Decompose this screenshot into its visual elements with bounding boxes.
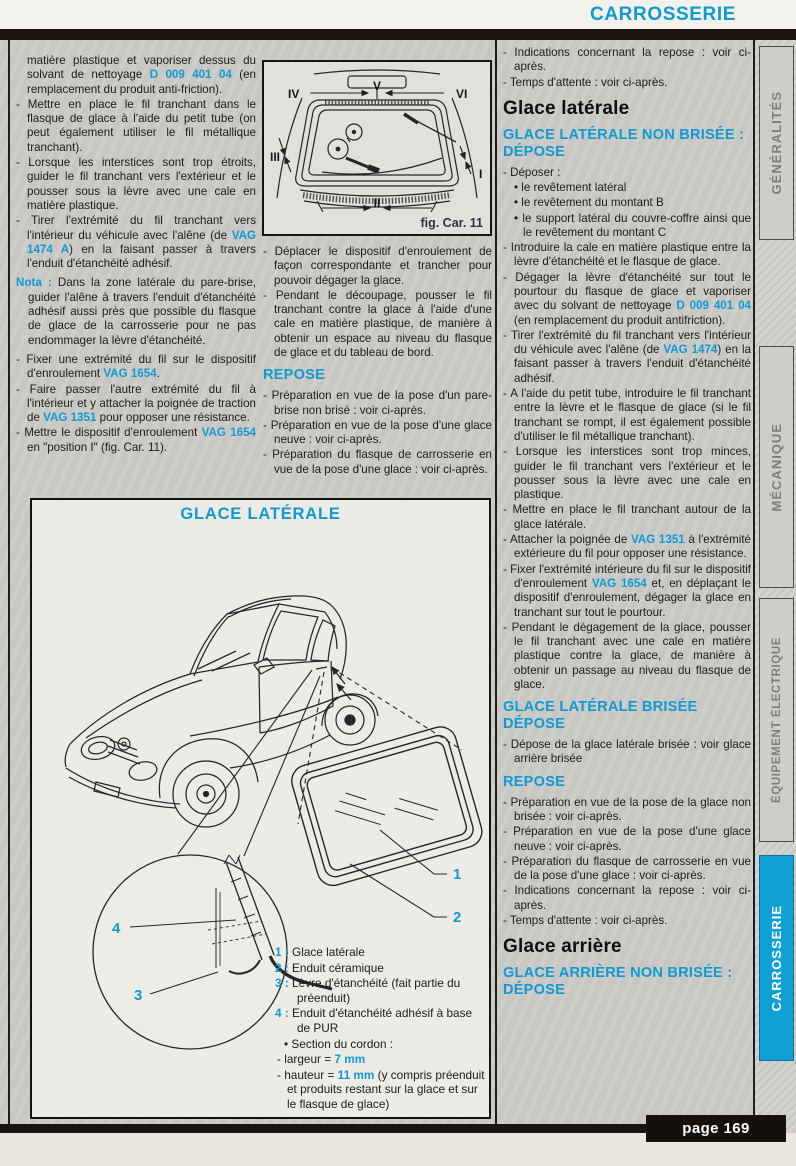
bullet-marker: - [503,503,513,517]
tab-generalites: GÉNÉRALITÉS [759,46,794,240]
column-middle [263,245,492,478]
paragraph: - Mettre en place le fil tranchant autour de la glace latérale. [503,503,751,531]
door-handle [316,667,327,669]
figure-glace-laterale [30,498,491,1119]
paragraph: • le support latéral du couvre-coffre ainsi que le revêtement du montant C [514,211,751,239]
page-number: page 169 [646,1115,786,1142]
label-section-ii: II [373,196,381,210]
paragraph: - A l'aide du petit tube, introduire le fil tranchant entre la lèvre et le flasque de glace (si le fil tranchant se rompt, il est également possible d'utiliser le fil métallique tranchant). [503,387,751,443]
bullet-marker: - [503,738,511,752]
bullet-marker: • [514,180,522,194]
paragraph: - Indications concernant la repose : voir ci-après. [503,46,751,74]
heading-glace-laterale-non-brisee: GLACE LATÉRALE NON BRISÉE : DÉPOSE [503,126,745,160]
front-wheel-arch [159,739,258,798]
bullet-marker: - [503,620,512,634]
paragraph: - Pendant le découpage, pousser le fil tranchant contre la glace à l'aide d'une cale en matière plastique, de manière à obtenir un espace au niveau du flasque de glace et du tableau de bord. [263,288,492,360]
paragraph: • le revêtement latéral [514,180,627,194]
figure-caption: fig. Car. 11 [420,216,483,230]
paragraph: - Mettre le dispositif d'enroulement VAG 1654 en "position I" (fig. Car. 11). [16,426,257,454]
figure-car11 [262,60,492,236]
paragraph: - Préparation en vue de la pose d'une glace neuve : voir ci-après. [503,825,751,853]
callout-2: 2 [453,909,462,926]
bullet-marker: - [263,448,273,462]
paragraph: - Pendant le dégagement de la glace, pousser le fil tranchant avec une cale en matière plastique contre la glace, de manière à obtenir un passage au niveau du flasque de glace. [503,620,751,692]
paragraph: - Tirer l'extrémité du fil tranchant vers l'intérieur du véhicule avec l'alêne (de VAG 1474) en la faisant passer à travers l'enduit d'étanchéité adhésif. [503,328,752,385]
column-right [503,46,751,1004]
paragraph: - Lorsque les interstices sont trop étroits, guider le fil tranchant vers l'extérieur et le pousser sous la lèvre avec une cale en matière plastique. [16,156,256,212]
paragraph: - Mettre en place le fil tranchant dans le flasque de glace à l'aide du petit tube (on peut également utiliser le fil métallique tranchant). [16,97,256,154]
paragraph: - Fixer une extrémité du fil sur le dispositif d'enroulement VAG 1654. [16,352,256,381]
page-title: CARROSSERIE [590,4,736,25]
bullet-marker: - [16,426,25,440]
body-right-edge [452,98,477,198]
bullet-marker: - [503,854,512,868]
legend-item: - hauteur = 11 mm (y compris préenduit et produits restant sur la glace et sur le flasque de glace) [277,1067,485,1111]
header-rule [0,29,796,40]
paragraph: - Attacher la poignée de VAG 1351 à l'extrémité extérieure du fil pour opposer une résistance. [503,533,751,561]
paragraph: matière plastique et vaporiser dessus du solvant de nettoyage D 009 401 04 (en remplacement du produit anti-friction). [27,54,256,96]
bullet-marker: - [503,533,510,547]
bullet-marker: - [503,328,511,342]
bullet-marker: - [503,165,511,179]
bullet-marker: - [16,352,27,366]
label-section-iv: IV [288,87,300,101]
paragraph: - Tirer l'extrémité du fil tranchant vers l'intérieur du véhicule avec l'alêne (de VAG 1474 A) en la faisant passer à travers l'enduit d'étanchéité adhésif. [16,214,257,271]
column-left [16,54,256,456]
bullet-marker: - [16,97,28,111]
body-left-edge [277,98,302,198]
page-header [0,0,796,29]
paragraph: - Préparation du flasque de carrosserie en vue de la pose d'une glace : voir ci-après. [263,448,492,476]
bullet-marker: - [503,795,511,809]
paragraph: - Préparation en vue de la pose d'un pare-brise non brisé : voir ci-après. [263,389,492,417]
bullet-marker: - [16,156,29,170]
paragraph: - Introduire la cale en matière plastique entre la lèvre d'étanchéité et le flasque de glace. [503,241,751,269]
figure-title: GLACE LATÉRALE [180,505,341,523]
bullet-marker: - [503,75,510,89]
legend-item: 4 : Enduit d'étanchéité adhésif à base de PUR [275,1006,473,1035]
legend-item: - largeur = 7 mm [277,1052,366,1067]
tab-mecanique: MÉCANIQUE [759,346,794,588]
paragraph: - Dépose de la glace latérale brisée : voir glace arrière brisée [503,738,751,766]
callout-3: 3 [134,987,143,1004]
bullet-marker: - [503,562,511,576]
bullet-marker: - [263,245,275,258]
paragraph: Nota : Dans la zone latérale du pare-brise, guider l'alêne à travers l'enduit d'étanchéité adhésif aussi près que possible du flasque de glace de la carrosserie pour ne pas endommager la lèvre d'étanchéité. [16,276,256,347]
legend-item: 1 : Glace latérale [275,945,365,959]
headlight-left [79,733,117,763]
tab-carrosserie: CARROSSERIE [759,855,794,1061]
car-drawing [65,596,378,827]
label-section-vi: VI [456,87,468,101]
heading-glace-arriere: Glace arrière [503,936,622,958]
bullet-marker: - [503,914,510,928]
column-divider-rule [495,40,497,1133]
glass-piece-drawing [288,723,486,889]
bullet-marker: - [503,270,516,284]
frame-left-rule [8,40,10,1133]
paragraph: - Fixer l'extrémité intérieure du fil sur le dispositif d'enroulement VAG 1654 et, en déplaçant le dispositif d'enroulement, dégager la glace en tranchant sur tout le pourtour. [503,562,751,619]
bullet-marker: - [263,389,272,403]
paragraph: - Faire passer l'autre extrémité du fil à l'intérieur et y attacher la poignée de traction de VAG 1351 pour opposer une résistance. [16,382,256,425]
bullet-marker: - [503,241,511,255]
paragraph: - Préparation en vue de la pose d'une glace neuve : voir ci-après. [263,418,492,447]
bullet-marker: - [503,884,515,898]
bumper [66,768,180,808]
ceramic-band [298,733,476,879]
section-tab-bar [755,40,796,1133]
paragraph: - Indications concernant la repose : voir ci-après. [503,884,751,912]
bullet-marker: • [514,196,522,210]
bullet-marker: - [503,445,516,459]
windshield-glass-edge [309,110,445,175]
legend-item: • Section du cordon : [284,1036,394,1051]
legend-item: 3 : Lèvre d'étanchéité (fait partie du préenduit) [275,976,461,1005]
paragraph: - Temps d'attente : voir ci-après. [503,75,668,89]
footer-rule [0,1124,650,1133]
windshield-drawing [264,62,490,212]
paragraph: • le revêtement du montant B [514,196,664,210]
label-section-v: V [372,79,382,93]
figure-legend [275,945,487,1113]
headlight-right [127,759,158,782]
page-body [0,40,796,1133]
winding-tool [328,124,379,171]
paragraph: - Déplacer le dispositif d'enroulement de façon correspondante et trancher pour pouvoir dégager la glace. [263,245,493,287]
paragraph: - Déposer : [503,165,561,179]
bullet-marker: - [503,825,514,839]
paragraph: - Lorsque les interstices sont trop minces, guider le fil tranchant vers l'extérieur et le pousser sous la lèvre avec une cale en plastique. [503,445,751,502]
paragraph: - Dégager la lèvre d'étanchéité sur tout le pourtour du flasque de glace et vaporiser avec du solvant de nettoyage D 009 401 04 (en remplacement du produit antifriction). [503,270,751,327]
bullet-marker: - [503,387,511,401]
paragraph: - Préparation du flasque de carrosserie en vue de la pose d'une glace : voir ci-après. [503,854,751,883]
bullet-marker: • [514,211,523,225]
bullet-marker: - [16,214,32,228]
rear-hatch [333,607,346,679]
heading-glace-laterale: Glace latérale [503,97,630,119]
roof-edge [314,70,440,74]
callout-1: 1 [453,866,462,883]
label-section-iii: III [270,150,281,164]
bullet-marker: - [503,46,515,59]
bullet-marker: - [263,418,271,432]
bullet-marker: - [263,288,276,302]
paragraph: - Préparation en vue de la pose de la glace non brisée : voir ci-après. [503,795,751,823]
legend-item: 2 : Enduit céramique [275,960,384,975]
heading-repose-parebrise: REPOSE [263,367,326,384]
bullet-marker: - [16,382,30,396]
glass-outer-edge [288,723,486,889]
heading-glace-laterale-brisee: GLACE LATÉRALE BRISÉE DÉPOSE [503,699,698,733]
label-section-i: I [479,167,483,181]
cut-wire-curve [322,158,442,174]
heading-glace-arriere-non-brisee: GLACE ARRIÈRE NON BRISÉE : DÉPOSE [503,965,733,999]
door-window [263,611,318,660]
callout-4: 4 [112,920,121,937]
projection-lines [178,668,462,856]
heading-repose-glace-laterale: REPOSE [503,773,566,790]
paragraph: - Temps d'attente : voir ci-après. [503,914,668,928]
tab-equipement-electrique: ÉQUIPEMENT ÉLECTRIQUE [759,598,794,842]
